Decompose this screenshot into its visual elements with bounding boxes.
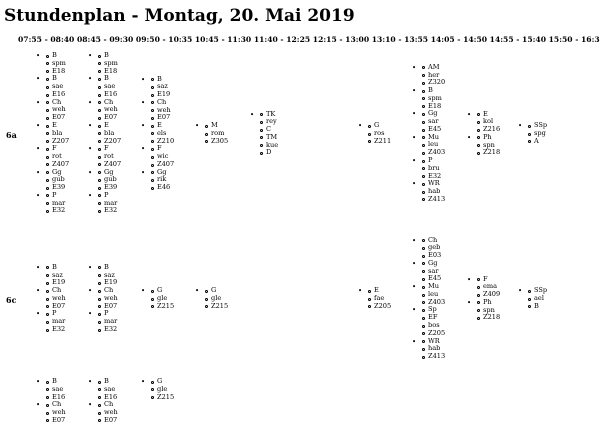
lesson-detail: gub — [46, 176, 69, 184]
lesson-detail: spn — [477, 307, 500, 315]
lesson-detail: • F — [151, 145, 174, 153]
lesson-detail: saz — [98, 272, 118, 280]
timeslot-column — [195, 287, 228, 310]
lesson-entry — [141, 378, 174, 401]
timeslot-column — [88, 52, 121, 215]
lesson-detail: • F — [477, 276, 500, 284]
lesson-detail: mar — [46, 200, 69, 208]
lesson-detail: • Ch — [46, 287, 66, 295]
timeslot-column — [88, 378, 118, 425]
timeslot-column — [88, 264, 118, 334]
row-label: 6a — [6, 130, 17, 140]
timeslot-column — [36, 52, 69, 215]
lesson-detail: E07 — [46, 417, 66, 425]
lesson-entry — [412, 180, 445, 203]
lesson-detail: E03 — [422, 252, 445, 260]
lesson-detail: C — [260, 126, 278, 134]
lesson-detail: E18 — [46, 68, 69, 76]
lesson-entry — [518, 122, 547, 145]
lesson-detail: kol — [477, 118, 500, 126]
lesson-entry — [36, 401, 66, 424]
timeslot-column — [518, 122, 547, 145]
lesson-detail: E07 — [46, 114, 69, 122]
lesson-detail: weh — [98, 106, 121, 114]
lesson-detail: D — [260, 149, 278, 157]
lesson-detail: sae — [46, 83, 69, 91]
lesson-detail: E16 — [46, 394, 66, 402]
lesson-detail: • M — [205, 122, 228, 130]
lesson-detail: • B — [98, 378, 118, 386]
lesson-entry — [36, 99, 69, 122]
lesson-detail: • P — [98, 192, 121, 200]
lesson-detail: E19 — [46, 279, 66, 287]
lesson-detail: Z407 — [98, 161, 121, 169]
lesson-entry — [412, 338, 445, 361]
lesson-detail: sae — [98, 83, 121, 91]
lesson-detail: • AM — [422, 64, 445, 72]
lesson-entry — [88, 401, 118, 424]
lesson-detail: • B — [98, 75, 121, 83]
lesson-detail: E19 — [151, 91, 174, 99]
lesson-entry — [141, 99, 174, 122]
lesson-detail: • B — [98, 264, 118, 272]
lesson-entry — [36, 287, 66, 310]
lesson-detail: els — [151, 130, 174, 138]
timeslot-column — [195, 122, 228, 145]
lesson-detail: • F — [46, 145, 69, 153]
lesson-detail: • P — [46, 192, 69, 200]
lesson-detail: E32 — [422, 173, 445, 181]
lesson-detail: E45 — [422, 126, 445, 134]
lesson-detail: Z215 — [151, 394, 174, 402]
lesson-entry — [88, 378, 118, 401]
timeslot-column — [141, 76, 174, 192]
lesson-detail: weh — [46, 106, 69, 114]
lesson-detail: wic — [151, 153, 174, 161]
lesson-detail: • B — [46, 378, 66, 386]
lesson-detail: spm — [98, 60, 121, 68]
lesson-detail: leu — [422, 141, 445, 149]
lesson-detail: • Ch — [46, 99, 69, 107]
lesson-entry — [141, 169, 174, 192]
timeslot-column — [412, 64, 445, 204]
lesson-detail: weh — [98, 295, 118, 303]
lesson-detail: leu — [422, 291, 445, 299]
lesson-detail: her — [422, 72, 445, 80]
lesson-detail: fae — [368, 295, 391, 303]
lesson-detail: Z210 — [151, 138, 174, 146]
lesson-detail: saz — [151, 83, 174, 91]
lesson-detail: E32 — [98, 326, 118, 334]
lesson-detail: gle — [151, 295, 174, 303]
lesson-entry — [141, 145, 174, 168]
lesson-entry — [412, 283, 445, 306]
lesson-entry — [88, 264, 118, 287]
lesson-detail: • P — [46, 310, 66, 318]
lesson-entry — [195, 122, 228, 145]
lesson-entry — [412, 306, 445, 337]
lesson-detail: Z215 — [205, 303, 228, 311]
lesson-detail: E32 — [46, 207, 69, 215]
lesson-entry — [36, 378, 66, 401]
lesson-entry — [412, 157, 445, 180]
lesson-detail: • E — [151, 122, 174, 130]
lesson-entry — [88, 310, 118, 333]
lesson-detail: • G — [205, 287, 228, 295]
lesson-detail: E07 — [151, 114, 174, 122]
lesson-detail: bla — [98, 130, 121, 138]
lesson-detail: • Ch — [46, 401, 66, 409]
lesson-detail: Z320 — [422, 79, 445, 87]
lesson-detail: B — [528, 303, 547, 311]
lesson-detail: • G — [368, 122, 391, 130]
lesson-entry — [88, 99, 121, 122]
lesson-detail: rey — [260, 118, 278, 126]
lesson-entry — [88, 192, 121, 215]
lesson-detail: hab — [422, 188, 445, 196]
lesson-detail: • Gg — [98, 169, 121, 177]
lesson-entry — [36, 145, 69, 168]
lesson-detail: weh — [151, 107, 174, 115]
lesson-detail: Z207 — [46, 138, 69, 146]
lesson-entry — [88, 75, 121, 98]
lesson-detail: weh — [46, 409, 66, 417]
lesson-detail: bru — [422, 165, 445, 173]
lesson-entry — [250, 111, 278, 158]
lesson-detail: E39 — [98, 184, 121, 192]
lesson-detail: • Gg — [151, 169, 174, 177]
lesson-detail: hab — [422, 345, 445, 353]
lesson-detail: mar — [46, 318, 66, 326]
lesson-entry — [412, 134, 445, 157]
lesson-detail: E39 — [46, 184, 69, 192]
timeslot-column — [467, 111, 500, 158]
lesson-detail: gle — [205, 295, 228, 303]
lesson-detail: • Ph — [477, 299, 500, 307]
lesson-detail: Z218 — [477, 149, 500, 157]
lesson-detail: • B — [46, 52, 69, 60]
lesson-entry — [412, 110, 445, 133]
lesson-detail: E07 — [98, 417, 118, 425]
time-slots-header: 07:55 - 08:40 08:45 - 09:30 09:50 - 10:35 10:45 - 11:30 11:40 - 12:25 12:15 - 13:00 13:10 - 13:55 14:05 - 14:50 14:55 - 15:40 15:50 - 16:3 — [18, 35, 600, 44]
lesson-detail: • P — [98, 310, 118, 318]
lesson-detail: • SSp — [528, 287, 547, 295]
lesson-detail: geb — [422, 244, 445, 252]
lesson-detail: • E — [98, 122, 121, 130]
lesson-detail: gub — [98, 176, 121, 184]
lesson-detail: rot — [46, 153, 69, 161]
lesson-detail: • Sp — [422, 306, 445, 314]
lesson-detail: Z205 — [368, 303, 391, 311]
lesson-entry — [141, 76, 174, 99]
lesson-detail: E32 — [46, 326, 66, 334]
lesson-detail: • Ch — [98, 287, 118, 295]
lesson-entry — [467, 276, 500, 299]
lesson-detail: Z413 — [422, 196, 445, 204]
lesson-entry — [88, 169, 121, 192]
lesson-detail: • P — [422, 157, 445, 165]
lesson-entry — [518, 287, 547, 310]
lesson-detail: EF — [422, 314, 445, 322]
lesson-entry — [36, 192, 69, 215]
lesson-detail: E32 — [98, 207, 121, 215]
lesson-detail: mar — [98, 318, 118, 326]
lesson-entry — [195, 287, 228, 310]
lesson-detail: Z407 — [151, 161, 174, 169]
lesson-entry — [141, 287, 174, 310]
lesson-detail: spm — [46, 60, 69, 68]
lesson-detail: ael — [528, 295, 547, 303]
timeslot-column — [141, 287, 174, 310]
lesson-detail: TM — [260, 134, 278, 142]
lesson-detail: • SSp — [528, 122, 547, 130]
lesson-detail: E07 — [46, 303, 66, 311]
lesson-detail: • Ch — [151, 99, 174, 107]
lesson-detail: • TK — [260, 111, 278, 119]
lesson-detail: Z403 — [422, 299, 445, 307]
lesson-detail: • Gg — [422, 260, 445, 268]
lesson-detail: spm — [422, 95, 445, 103]
lesson-detail: Z205 — [422, 330, 445, 338]
timeslot-column — [358, 287, 391, 310]
lesson-entry — [88, 122, 121, 145]
lesson-detail: • E — [368, 287, 391, 295]
lesson-detail: saz — [46, 272, 66, 280]
lesson-detail: Z403 — [422, 149, 445, 157]
timeslot-column — [36, 264, 66, 334]
lesson-detail: E45 — [422, 275, 445, 283]
lesson-detail: • Ch — [98, 99, 121, 107]
lesson-detail: E19 — [98, 279, 118, 287]
lesson-entry — [88, 52, 121, 75]
lesson-detail: Z215 — [151, 303, 174, 311]
row-label: 6c — [6, 295, 17, 305]
lesson-detail: • Ch — [422, 237, 445, 245]
lesson-detail: E46 — [151, 184, 174, 192]
lesson-detail: Z207 — [98, 138, 121, 146]
lesson-entry — [36, 310, 66, 333]
lesson-detail: rot — [98, 153, 121, 161]
lesson-detail: • Gg — [422, 110, 445, 118]
lesson-detail: Z211 — [368, 138, 391, 146]
lesson-detail: • B — [46, 264, 66, 272]
lesson-entry — [467, 134, 500, 157]
lesson-entry — [36, 75, 69, 98]
lesson-detail: rik — [151, 176, 174, 184]
lesson-detail: E18 — [422, 103, 445, 111]
page-title: Stundenplan - Montag, 20. Mai 2019 — [4, 6, 355, 26]
timeslot-column — [412, 237, 445, 361]
timeslot-column — [36, 378, 66, 425]
lesson-detail: Z409 — [477, 291, 500, 299]
lesson-detail: • WR — [422, 180, 445, 188]
lesson-detail: kue — [260, 142, 278, 150]
lesson-detail: spn — [477, 142, 500, 150]
lesson-detail: • Gg — [46, 169, 69, 177]
lesson-detail: sar — [422, 268, 445, 276]
lesson-detail: • G — [151, 378, 174, 386]
lesson-detail: • E — [477, 111, 500, 119]
lesson-entry — [412, 87, 445, 110]
lesson-detail: Z407 — [46, 161, 69, 169]
lesson-entry — [358, 122, 391, 145]
lesson-entry — [36, 264, 66, 287]
lesson-entry — [467, 299, 500, 322]
lesson-detail: mar — [98, 200, 121, 208]
lesson-detail: spg — [528, 130, 547, 138]
lesson-detail: • WR — [422, 338, 445, 346]
lesson-detail: • B — [46, 75, 69, 83]
lesson-detail: • F — [98, 145, 121, 153]
lesson-entry — [412, 64, 445, 87]
lesson-entry — [141, 122, 174, 145]
timeslot-column — [518, 287, 547, 310]
lesson-detail: bos — [422, 322, 445, 330]
lesson-detail: • E — [46, 122, 69, 130]
lesson-detail: E07 — [98, 114, 121, 122]
lesson-detail: • G — [151, 287, 174, 295]
lesson-detail: • Mu — [422, 134, 445, 142]
timeslot-column — [467, 276, 500, 323]
lesson-entry — [36, 52, 69, 75]
timeslot-column — [141, 378, 174, 401]
lesson-detail: Z218 — [477, 314, 500, 322]
lesson-entry — [412, 260, 445, 283]
lesson-detail: weh — [98, 409, 118, 417]
lesson-detail: weh — [46, 295, 66, 303]
lesson-detail: Z216 — [477, 126, 500, 134]
lesson-detail: Z305 — [205, 138, 228, 146]
lesson-entry — [88, 287, 118, 310]
lesson-detail: Z413 — [422, 353, 445, 361]
lesson-detail: A — [528, 138, 547, 146]
lesson-entry — [467, 111, 500, 134]
lesson-entry — [88, 145, 121, 168]
lesson-detail: ros — [368, 130, 391, 138]
lesson-detail: • B — [98, 52, 121, 60]
lesson-detail: gle — [151, 386, 174, 394]
lesson-detail: rom — [205, 130, 228, 138]
timeslot-column — [250, 111, 278, 158]
lesson-detail: sae — [98, 386, 118, 394]
lesson-detail: E18 — [98, 68, 121, 76]
lesson-entry — [358, 287, 391, 310]
lesson-detail: sae — [46, 386, 66, 394]
lesson-detail: bla — [46, 130, 69, 138]
lesson-detail: E16 — [98, 91, 121, 99]
lesson-entry — [412, 237, 445, 260]
lesson-detail: • Ch — [98, 401, 118, 409]
lesson-entry — [36, 169, 69, 192]
lesson-detail: E16 — [46, 91, 69, 99]
lesson-detail: • Mu — [422, 283, 445, 291]
timeslot-column — [358, 122, 391, 145]
lesson-detail: sar — [422, 118, 445, 126]
lesson-detail: E16 — [98, 394, 118, 402]
lesson-detail: ema — [477, 283, 500, 291]
lesson-detail: • B — [151, 76, 174, 84]
lesson-detail: E07 — [98, 303, 118, 311]
lesson-entry — [36, 122, 69, 145]
lesson-detail: • Ph — [477, 134, 500, 142]
lesson-detail: • B — [422, 87, 445, 95]
